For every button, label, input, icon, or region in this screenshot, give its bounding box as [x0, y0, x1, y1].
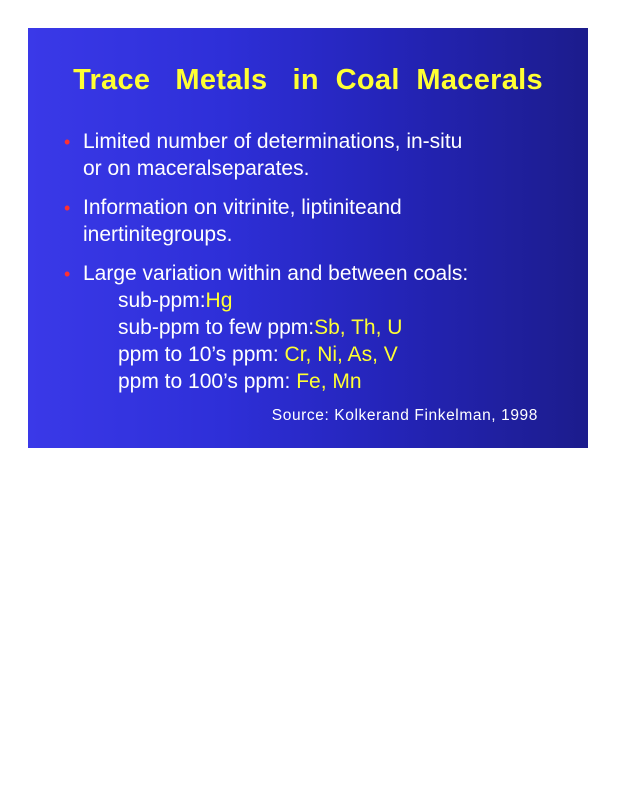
metal-list: Hg [205, 289, 233, 312]
bullet-text [83, 194, 583, 248]
bullet-text [83, 128, 583, 182]
concentration-label: ppm to 100’s ppm: [118, 370, 297, 393]
bullet-line: Information on vitrinite, liptiniteand [83, 196, 402, 219]
concentration-label: sub-ppm: [118, 289, 206, 312]
bullet-line: or on maceralseparates. [83, 157, 310, 180]
bullet-line: inertinitegroups. [83, 223, 233, 246]
concentration-row [118, 341, 398, 368]
metal-list: Cr, Ni, As, V [284, 343, 398, 366]
bullet-dot-icon: • [64, 198, 71, 218]
concentration-row [118, 314, 402, 341]
concentration-label: sub-ppm to few ppm: [118, 316, 315, 339]
bullet-dot-icon: • [64, 264, 71, 284]
source-citation: Source: Kolkerand Finkelman, 1998 [271, 407, 538, 424]
metal-list: Fe, Mn [296, 370, 362, 393]
slide [28, 28, 588, 448]
concentration-row [118, 287, 232, 314]
slide-title: Trace Metals in Coal Macerals [73, 64, 543, 96]
bullet-line: Large variation within and between coals: [83, 262, 469, 285]
bullet-dot-icon: • [64, 132, 71, 152]
bullet-line: Limited number of determinations, in-situ [83, 130, 463, 153]
concentration-row [118, 368, 362, 395]
concentration-label: ppm to 10’s ppm: [118, 343, 285, 366]
bullet-text [83, 260, 583, 287]
metal-list: Sb, Th, U [314, 316, 403, 339]
